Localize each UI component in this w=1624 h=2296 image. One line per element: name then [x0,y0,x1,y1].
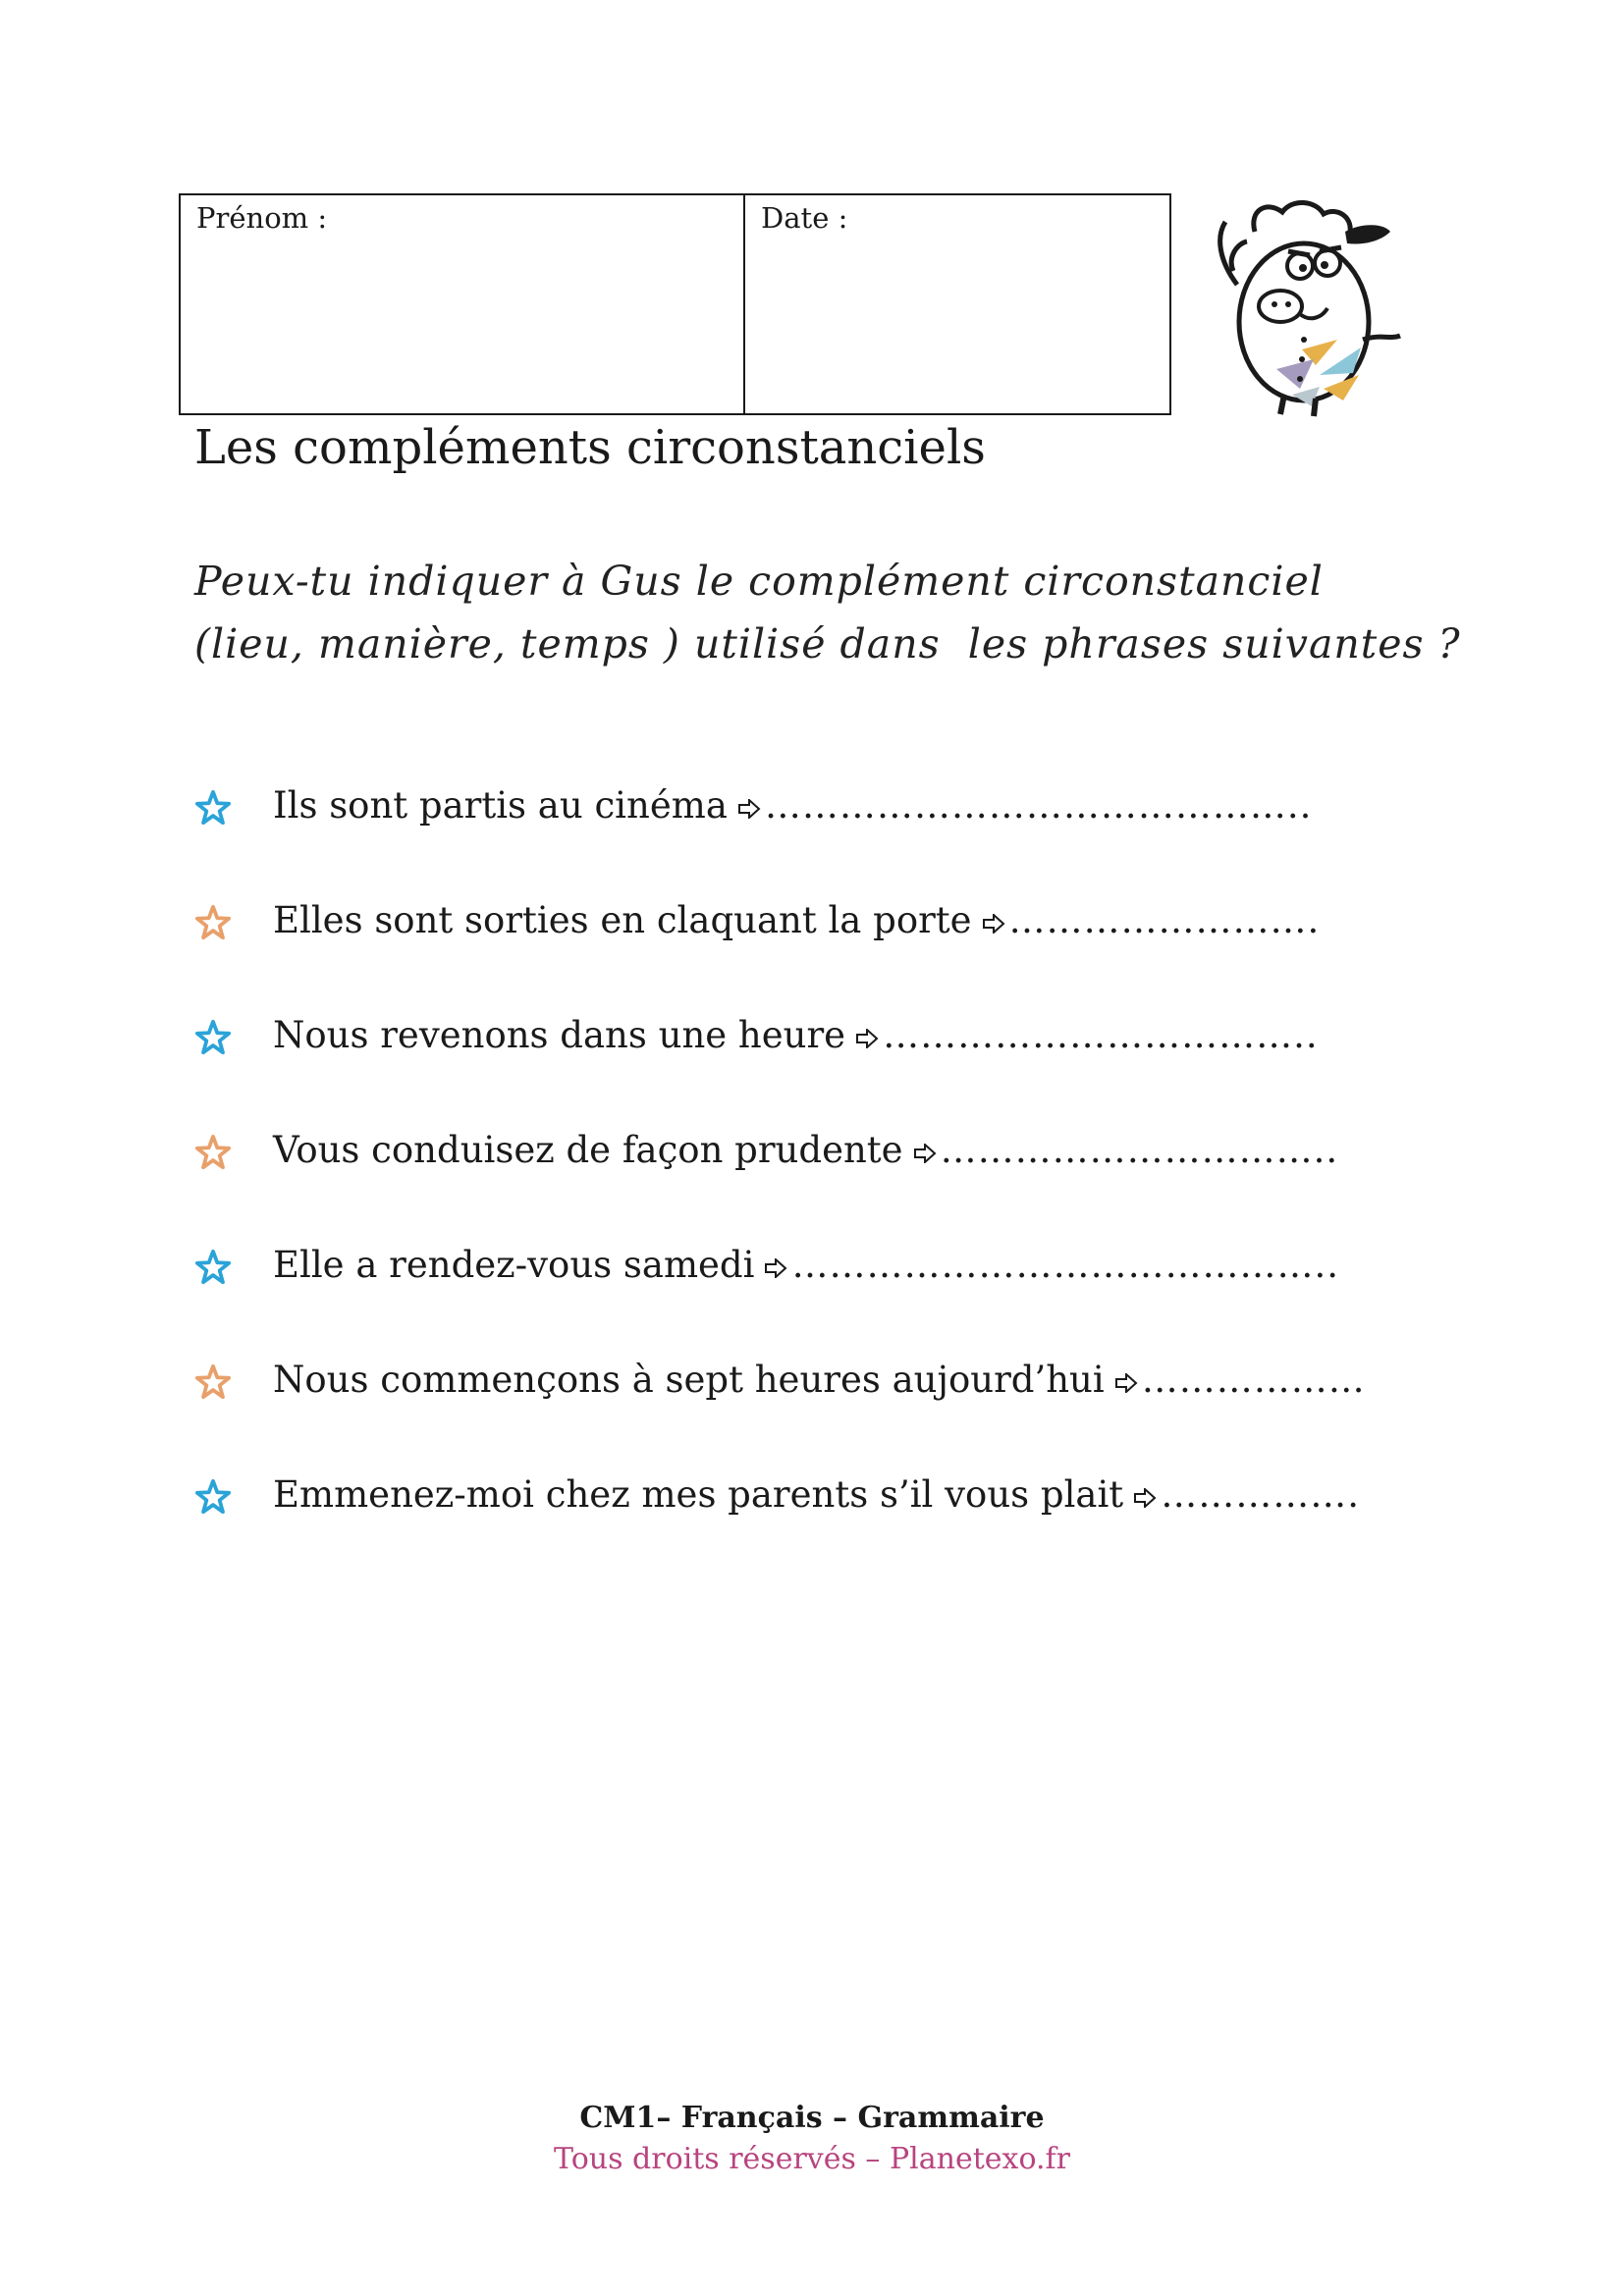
answer-blank[interactable]: ………………………….. [940,1129,1339,1171]
date-cell [745,195,1169,413]
prenom-cell [181,195,745,413]
star-icon-blue [194,1249,232,1286]
exercise-list [194,781,1471,1585]
exercise-sentence [273,1470,1360,1520]
answer-blank[interactable]: ……………… [1141,1359,1366,1401]
answer-blank[interactable]: ……………………. [1008,899,1321,941]
arrow-right-icon [764,1258,787,1278]
date-field[interactable] [755,244,1160,403]
star-icon-orange [194,904,232,941]
list-item [194,896,1471,1011]
exercise-sentence [273,1126,1338,1175]
instruction-line: (lieu, manière, temps ) utilisé dans les phrases suivantes ? [194,620,1461,667]
list-item [194,1241,1471,1356]
instruction-line: Peux-tu indiquer à Gus le complément circonstanciel [194,558,1324,605]
arrow-right-icon [1114,1373,1138,1393]
name-date-box [179,193,1171,415]
prenom-field[interactable] [190,244,733,403]
star-icon-orange [194,1134,232,1171]
exercise-sentence [273,1356,1366,1405]
star-icon-blue [194,789,232,827]
instruction-text [194,550,1490,675]
sentence-text: Elle a rendez-vous samedi [273,1244,755,1286]
sentence-text: Nous commençons à sept heures aujourd’hui [273,1359,1105,1401]
list-item [194,1011,1471,1126]
sentence-text: Emmenez-moi chez mes parents s’il vous plait [273,1473,1124,1516]
list-item [194,1126,1471,1241]
footer-course-label: CM1– Français – Grammaire [579,2101,1045,2135]
star-icon-blue [194,1478,232,1516]
answer-blank[interactable]: ……………. [1161,1473,1360,1516]
list-item [194,781,1471,896]
prenom-label: Prénom : [196,201,328,235]
sentence-text: Ils sont partis au cinéma [273,784,728,827]
exercise-sentence [273,781,1312,830]
page-title: Les compléments circonstanciels [194,420,986,475]
arrow-right-icon [913,1144,937,1163]
exercise-sentence [273,1241,1339,1290]
list-item [194,1356,1471,1470]
star-icon-blue [194,1019,232,1056]
sheep-mascot-illustration [1198,192,1414,418]
answer-blank[interactable]: …………………………………….. [764,784,1313,827]
answer-blank[interactable]: …………………………………….. [791,1244,1339,1286]
sentence-text: Vous conduisez de façon prudente [273,1129,903,1171]
list-item [194,1470,1471,1585]
arrow-right-icon [855,1029,879,1048]
date-label: Date : [761,201,848,235]
arrow-right-icon [1133,1488,1157,1508]
sentence-text: Nous revenons dans une heure [273,1014,846,1056]
exercise-sentence [273,1011,1319,1060]
arrow-right-icon [982,914,1005,934]
answer-blank[interactable]: …………………………….. [883,1014,1319,1056]
exercise-sentence [273,896,1320,945]
arrow-right-icon [737,799,761,819]
star-icon-orange [194,1363,232,1401]
footer-copyright-link[interactable]: Tous droits réservés – Planetexo.fr [554,2142,1070,2176]
sentence-text: Elles sont sorties en claquant la porte [273,899,972,941]
